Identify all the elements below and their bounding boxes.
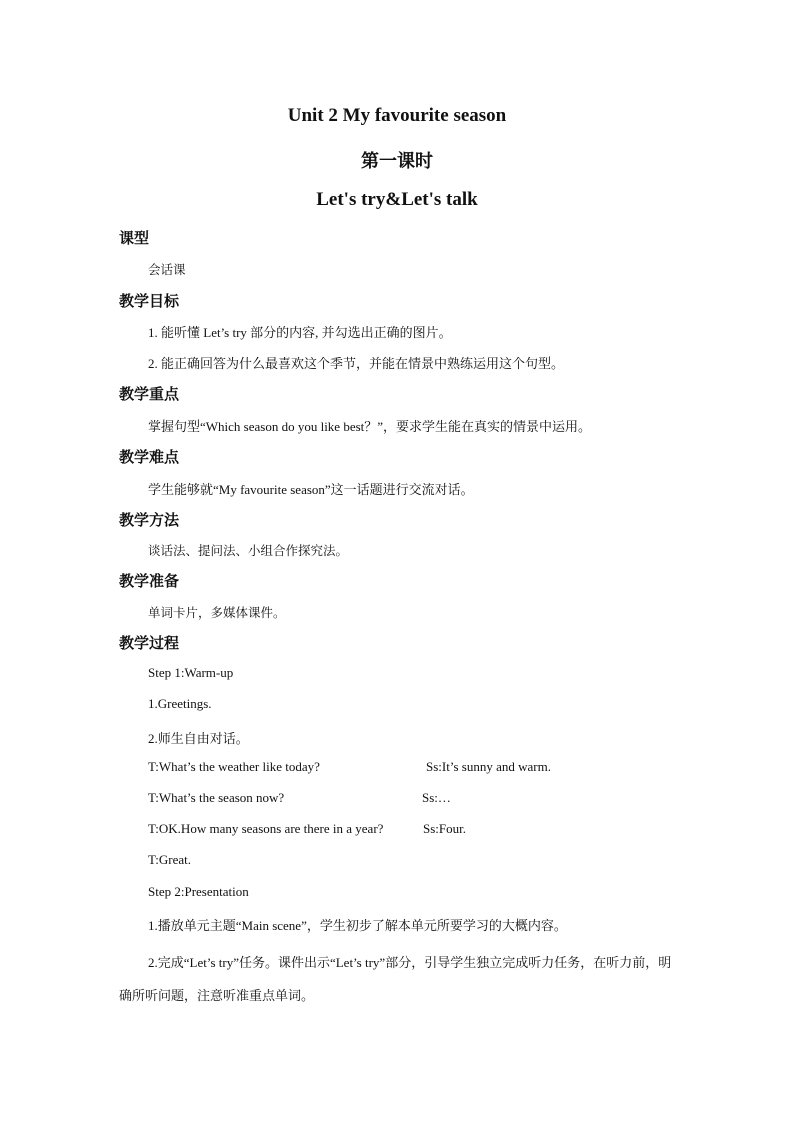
lesson-period: 第一课时 [361,151,433,172]
dialogue-line-3 [148,821,383,837]
step-1-label: Step 1:Warm-up [148,665,234,680]
heading-difficulties: 教学难点 [119,448,180,466]
difficulties-text: 学生能够就“My favourite season”这一话题进行交流对话。 [148,482,474,497]
dialogue-line-2 [148,790,284,806]
teacher-line: T:Great. [148,852,192,867]
preparation-text: 单词卡片，多媒体课件。 [148,605,286,620]
presentation-item-2: 2.完成“Let’s try”任务。课件出示“Let’s try”部分，引导学生独立完成听力任务，在听力前，明确所听问题，注意听准重点单词。 [119,955,672,1003]
objective-item-1: 1. 能听懂 Let’s try 部分的内容, 并勾选出正确的图片。 [148,325,452,340]
methods-text: 谈话法、提问法、小组合作探究法。 [148,543,349,558]
key-points-text: 掌握句型“Which season do you like best？”，要求学生能在真实的情景中运用。 [148,419,592,434]
teacher-line: T:OK.How many seasons are there in a year? [148,821,384,836]
students-reply-2: Ss:… [422,790,451,805]
lesson-name: Let's try&Let's talk [316,189,478,210]
heading-methods: 教学方法 [119,511,180,529]
presentation-item-1: 1.播放单元主题“Main scene”，学生初步了解本单元所要学习的大概内容。 [148,918,567,933]
document-title: Unit 2 My favourite season [287,105,507,126]
heading-key-points: 教学重点 [119,385,180,403]
greetings-text: 1.Greetings. [148,696,212,711]
step-2-label: Step 2:Presentation [148,884,249,899]
teacher-line: T:What’s the season now? [148,790,285,805]
heading-objectives: 教学目标 [119,292,180,310]
free-talk-text: 2.师生自由对话。 [148,731,249,746]
lesson-type-text: 会话课 [148,262,186,277]
students-reply-3: Ss:Four. [423,821,466,836]
students-reply-1: Ss:It’s sunny and warm. [426,759,551,774]
dialogue-line-4 [148,852,191,868]
objective-item-2: 2. 能正确回答为什么最喜欢这个季节，并能在情景中熟练运用这个句型。 [148,356,565,371]
heading-lesson-type: 课型 [119,229,150,247]
teacher-line: T:What’s the weather like today? [148,759,320,774]
dialogue-line-1 [148,759,320,775]
heading-process: 教学过程 [119,634,180,652]
heading-preparation: 教学准备 [119,572,180,590]
